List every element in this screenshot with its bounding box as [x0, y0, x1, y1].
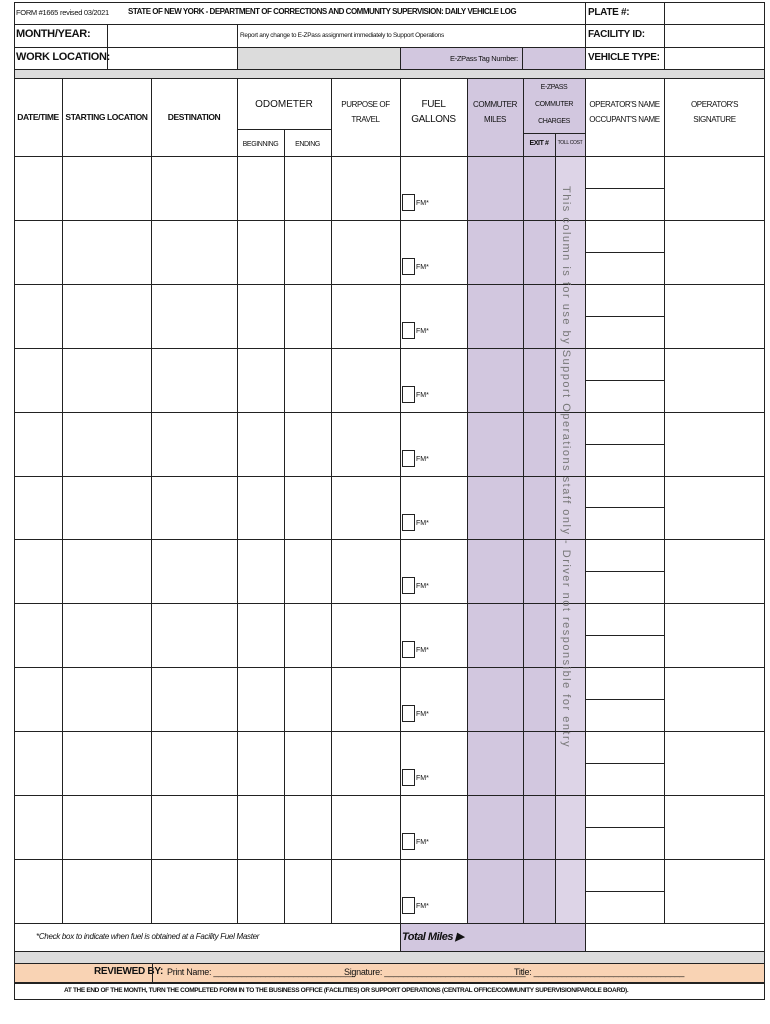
odometer-ending-cell[interactable] — [285, 668, 331, 730]
starting-location-cell[interactable] — [63, 796, 151, 858]
vehicle-type-label: VEHICLE TYPE: — [588, 52, 660, 63]
purpose-cell[interactable] — [332, 860, 400, 922]
operator-name-cell[interactable] — [586, 221, 664, 283]
destination-cell[interactable] — [152, 413, 237, 475]
form-title: STATE OF NEW YORK - DEPARTMENT OF CORRECTIONS AND COMMUNITY SUPERVISION: DAILY VEHICLE LOG — [128, 7, 517, 16]
separator-band — [14, 70, 765, 78]
destination-cell[interactable] — [152, 285, 237, 347]
fm-label: FM* — [416, 902, 429, 910]
operator-signature-cell[interactable] — [665, 732, 764, 794]
submission-instruction: AT THE END OF THE MONTH, TURN THE COMPLETED FORM IN TO THE BUSINESS OFFICE (FACILITIES) OR SUPPORT OPERATIONS (CENTRAL OFFICE/COMMUNITY SUPERVISION/PAROLE BOARD). — [64, 987, 629, 994]
separator-band-bottom — [14, 952, 765, 963]
vehicle-type-field[interactable] — [665, 48, 764, 69]
date-time-cell[interactable] — [15, 157, 62, 219]
odometer-ending-cell[interactable] — [285, 732, 331, 794]
odometer-beginning-cell[interactable] — [238, 221, 284, 283]
date-time-cell[interactable] — [15, 796, 62, 858]
col-odometer: ODOMETER — [255, 99, 313, 110]
date-time-cell[interactable] — [15, 668, 62, 730]
operator-name-cell[interactable] — [586, 477, 664, 539]
operator-signature-cell[interactable] — [665, 796, 764, 858]
purpose-cell[interactable] — [332, 285, 400, 347]
purpose-cell[interactable] — [332, 540, 400, 602]
odometer-ending-cell[interactable] — [285, 796, 331, 858]
odometer-beginning-cell[interactable] — [238, 604, 284, 666]
operator-signature-cell[interactable] — [665, 860, 764, 922]
fuel-master-checkbox[interactable] — [402, 577, 415, 594]
reviewer-signature-field[interactable]: Signature: ______________________________ — [344, 967, 526, 977]
fuel-master-checkbox[interactable] — [402, 769, 415, 786]
odometer-beginning-cell[interactable] — [238, 732, 284, 794]
operator-name-cell[interactable] — [586, 796, 664, 858]
col-date-time: DATE/TIME — [17, 112, 59, 122]
total-miles-label: Total Miles ▶ — [402, 931, 464, 943]
operator-name-cell[interactable] — [586, 349, 664, 411]
operator-name-cell[interactable] — [586, 413, 664, 475]
odometer-ending-cell[interactable] — [285, 477, 331, 539]
month-year-label: MONTH/YEAR: — [16, 28, 91, 40]
revision-date: revised 03/2021 — [60, 8, 109, 17]
fm-label: FM* — [416, 583, 429, 591]
operator-name-cell[interactable] — [586, 668, 664, 730]
plate-field[interactable] — [665, 3, 764, 23]
fm-label: FM* — [416, 839, 429, 846]
operator-signature-cell[interactable] — [665, 221, 764, 283]
operator-name-cell[interactable] — [586, 860, 664, 922]
fuel-master-checkbox[interactable] — [402, 641, 415, 658]
starting-location-cell[interactable] — [63, 413, 151, 475]
destination-cell[interactable] — [152, 540, 237, 602]
reviewed-by-label: REVIEWED BY: — [94, 966, 163, 977]
odometer-ending-cell[interactable] — [285, 860, 331, 922]
fuel-master-checkbox[interactable] — [402, 705, 415, 722]
odometer-ending-cell[interactable] — [285, 349, 331, 411]
destination-cell[interactable] — [152, 860, 237, 922]
col-ezpass-charges: E-ZPASS COMMUTER CHARGES — [534, 84, 574, 125]
starting-location-cell[interactable] — [63, 349, 151, 411]
fuel-master-checkbox[interactable] — [402, 897, 415, 914]
date-time-cell[interactable] — [15, 477, 62, 539]
fm-label: FM* — [416, 775, 429, 783]
ezpass-tag-label: E-ZPass Tag Number: — [450, 54, 518, 63]
destination-cell[interactable] — [152, 668, 237, 730]
col-exit-number: EXIT # — [529, 140, 549, 147]
starting-location-cell[interactable] — [63, 477, 151, 539]
ezpass-tag-field[interactable] — [523, 48, 584, 69]
destination-cell[interactable] — [152, 477, 237, 539]
col-purpose: PURPOSE OF TRAVEL — [341, 100, 390, 124]
col-commuter-miles: COMMUTER MILES — [473, 100, 517, 124]
starting-location-cell[interactable] — [63, 732, 151, 794]
work-location-label: WORK LOCATION: — [16, 51, 110, 63]
operator-name-cell[interactable] — [586, 540, 664, 602]
operator-signature-cell[interactable] — [665, 285, 764, 347]
odometer-ending-cell[interactable] — [285, 413, 331, 475]
date-time-cell[interactable] — [15, 860, 62, 922]
col-odometer-ending: ENDING — [295, 141, 320, 148]
destination-cell[interactable] — [152, 157, 237, 219]
destination-cell[interactable] — [152, 796, 237, 858]
fuel-master-checkbox[interactable] — [402, 514, 415, 531]
destination-cell[interactable] — [152, 349, 237, 411]
odometer-beginning-cell[interactable] — [238, 157, 284, 219]
fuel-master-checkbox[interactable] — [402, 322, 415, 339]
destination-cell[interactable] — [152, 604, 237, 666]
odometer-beginning-cell[interactable] — [238, 540, 284, 602]
col-fuel-gallons: FUEL GALLONS — [411, 99, 456, 125]
operator-name-cell[interactable] — [586, 604, 664, 666]
starting-location-cell[interactable] — [63, 604, 151, 666]
purpose-cell[interactable] — [332, 221, 400, 283]
operator-signature-cell[interactable] — [665, 668, 764, 730]
ezpass-notice: Report any change to E-ZPass assignment immediately to Support Operations — [240, 32, 444, 39]
odometer-beginning-cell[interactable] — [238, 413, 284, 475]
purpose-cell[interactable] — [332, 349, 400, 411]
facility-id-label: FACILITY ID: — [588, 29, 645, 40]
destination-cell[interactable] — [152, 221, 237, 283]
reviewer-print-name-field[interactable]: Print Name: ______________________________ — [167, 967, 355, 977]
fuel-master-footnote: *Check box to indicate when fuel is obtained at a Facility Fuel Master — [36, 932, 260, 941]
date-time-cell[interactable] — [15, 285, 62, 347]
form-number: FORM #1665 — [16, 8, 59, 17]
date-time-cell[interactable] — [15, 221, 62, 283]
operator-signature-cell[interactable] — [665, 157, 764, 219]
date-time-cell[interactable] — [15, 604, 62, 666]
odometer-ending-cell[interactable] — [285, 604, 331, 666]
purpose-cell[interactable] — [332, 796, 400, 858]
col-operator-signature: OPERATOR'S SIGNATURE — [690, 100, 739, 124]
operator-signature-cell[interactable] — [665, 604, 764, 666]
fm-label: FM* — [416, 519, 429, 527]
purpose-cell[interactable] — [332, 477, 400, 539]
purpose-cell[interactable] — [332, 668, 400, 730]
operator-signature-cell[interactable] — [665, 413, 764, 475]
month-year-field[interactable] — [108, 25, 236, 46]
operator-signature-cell[interactable] — [665, 477, 764, 539]
purpose-cell[interactable] — [332, 604, 400, 666]
reviewer-title-field[interactable]: Title: ________________________________ — [514, 967, 685, 977]
operator-signature-cell[interactable] — [665, 540, 764, 602]
fm-label: FM* — [416, 263, 429, 271]
fuel-master-checkbox[interactable] — [402, 258, 415, 275]
purpose-cell[interactable] — [332, 732, 400, 794]
purpose-cell[interactable] — [332, 413, 400, 475]
odometer-ending-cell[interactable] — [285, 157, 331, 219]
total-miles-field[interactable] — [586, 924, 764, 951]
col-toll-cost: TOLL COST — [557, 140, 583, 146]
fm-label: FM* — [416, 200, 429, 207]
col-starting-location: STARTING LOCATION — [65, 112, 148, 122]
date-time-cell[interactable] — [15, 349, 62, 411]
work-location-field[interactable] — [108, 48, 236, 69]
odometer-beginning-cell[interactable] — [238, 349, 284, 411]
odometer-ending-cell[interactable] — [285, 285, 331, 347]
operator-name-cell[interactable] — [586, 732, 664, 794]
operator-name-cell[interactable] — [586, 157, 664, 219]
col-operator-occupant-name: OPERATOR'S NAME OCCUPANT'S NAME — [589, 100, 660, 124]
fuel-master-checkbox[interactable] — [402, 833, 415, 850]
fuel-master-checkbox[interactable] — [402, 386, 415, 403]
odometer-ending-cell[interactable] — [285, 221, 331, 283]
odometer-beginning-cell[interactable] — [238, 477, 284, 539]
fm-label: FM* — [416, 327, 429, 335]
fuel-master-checkbox[interactable] — [402, 450, 415, 467]
col-destination: DESTINATION — [167, 112, 221, 122]
starting-location-cell[interactable] — [63, 540, 151, 602]
odometer-beginning-cell[interactable] — [238, 860, 284, 922]
fm-label: FM* — [416, 455, 429, 463]
date-time-cell[interactable] — [15, 413, 62, 475]
odometer-beginning-cell[interactable] — [238, 796, 284, 858]
starting-location-cell[interactable] — [63, 285, 151, 347]
operator-signature-cell[interactable] — [665, 349, 764, 411]
support-operations-note: This column is for use by Support Operations staff only - Driver not responsible for entry — [560, 186, 572, 749]
fm-label: FM* — [416, 711, 429, 719]
starting-location-cell[interactable] — [63, 668, 151, 730]
operator-name-cell[interactable] — [586, 285, 664, 347]
purpose-cell[interactable] — [332, 157, 400, 219]
starting-location-cell[interactable] — [63, 157, 151, 219]
odometer-beginning-cell[interactable] — [238, 668, 284, 730]
starting-location-cell[interactable] — [63, 221, 151, 283]
fuel-master-checkbox[interactable] — [402, 194, 415, 211]
facility-id-field[interactable] — [665, 25, 764, 46]
starting-location-cell[interactable] — [63, 860, 151, 922]
odometer-ending-cell[interactable] — [285, 540, 331, 602]
col-odometer-beginning: BEGINNING — [242, 141, 279, 148]
fm-label: FM* — [416, 647, 429, 655]
date-time-cell[interactable] — [15, 540, 62, 602]
date-time-cell[interactable] — [15, 732, 62, 794]
odometer-beginning-cell[interactable] — [238, 285, 284, 347]
plate-label: PLATE #: — [588, 7, 630, 18]
destination-cell[interactable] — [152, 732, 237, 794]
fm-label: FM* — [416, 391, 429, 399]
